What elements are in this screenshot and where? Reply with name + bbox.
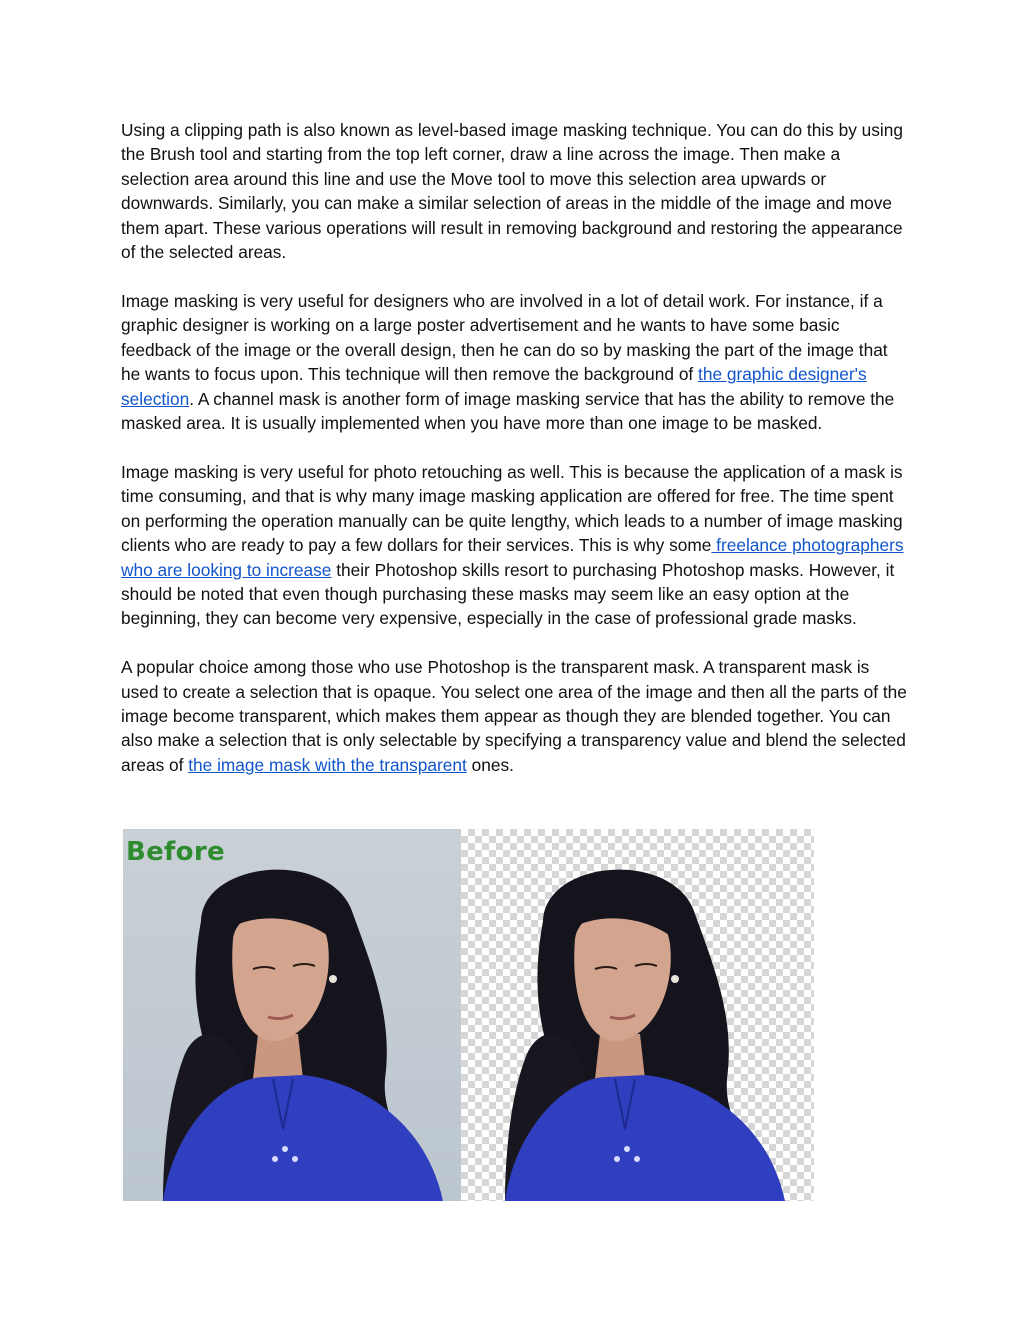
woman-portrait-cutout-illustration [461, 829, 814, 1201]
before-photo [123, 829, 461, 1201]
paragraph-2 [121, 289, 911, 435]
after-photo-transparent-background [461, 829, 814, 1201]
paragraph-text: their Photoshop skills resort to purchasing Photoshop masks. However, it should be noted that even though purchasing these masks may seem like an easy option at the beginning, they can become very expensive, especially in the case of professional grade masks. [121, 559, 895, 629]
image-mask-transparent-link[interactable]: the image mask with the transparent [188, 754, 467, 775]
paragraph-text: Image masking is very useful for designers who are involved in a lot of detail work. For instance, if a graphic designer is working on a large poster advertisement and he wants to have some basic feedback of the image or the overall design, then he can do so by masking the part of the image that he wants to focus upon. This technique will then remove the background of [121, 290, 888, 385]
paragraph-text: Using a clipping path is also known as level-based image masking technique. You can do this by using the Brush tool and starting from the top left corner, draw a line across the image. Then make a selection area around this line and use the Move tool to move this selection area upwards or downwards. Similarly, you can make a similar selection of areas in the middle of the image and move them apart. These various operations will result in removing background and restoring the appearance of the selected areas. [121, 120, 903, 263]
paragraph-1 [121, 118, 911, 264]
before-label: Before [126, 837, 225, 867]
paragraph-4 [121, 655, 911, 777]
freelance-photographers-link[interactable]: freelance photographers who are looking to increase [121, 535, 904, 580]
paragraph-text: Image masking is very useful for photo retouching as well. This is because the application of a mask is time consuming, and that is why many image masking application are offered for free. The time spent on performing the operation manually can be quite lengthy, which leads to a number of image masking clients who are ready to pay a few dollars for their services. This is why some [121, 461, 903, 556]
document-body [121, 118, 911, 802]
paragraph-text: A popular choice among those who use Photoshop is the transparent mask. A transparent mask is used to create a selection that is opaque. You select one area of the image and then all the parts of the image become transparent, which makes them appear as though they are blended together. You can also make a selection that is only selectable by specifying a transparency value and blend the selected areas of [121, 657, 907, 775]
paragraph-text: . A channel mask is another form of image masking service that has the ability to remove the masked area. It is usually implemented when you have more than one image to be masked. [121, 388, 895, 433]
graphic-designer-selection-link[interactable]: the graphic designer's selection [121, 364, 867, 409]
before-after-figure [123, 829, 814, 1201]
woman-portrait-illustration [123, 829, 461, 1201]
paragraph-text: ones. [466, 754, 514, 775]
paragraph-3 [121, 460, 911, 631]
